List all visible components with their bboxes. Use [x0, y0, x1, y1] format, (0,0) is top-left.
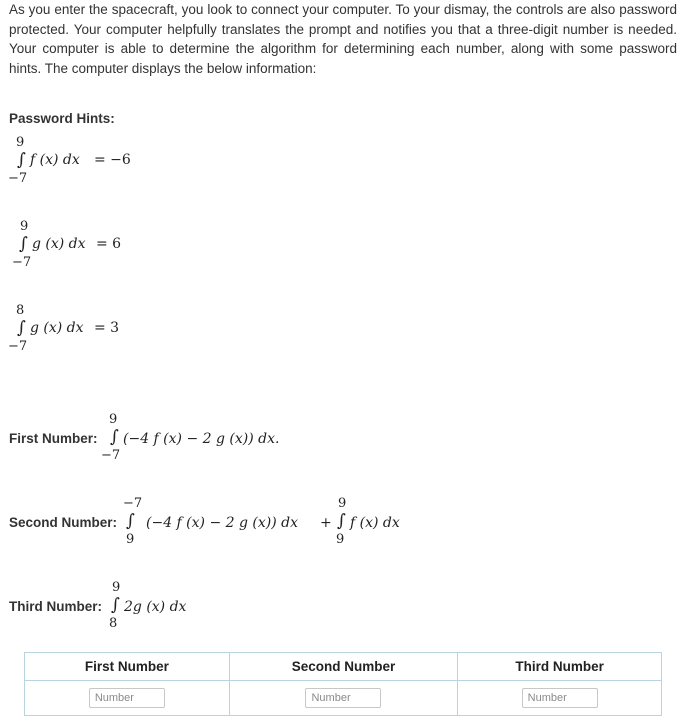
first-number-input[interactable] — [89, 688, 165, 708]
cell-first-number — [25, 681, 230, 716]
second-number-label: Second Number: — [9, 515, 118, 530]
third-number-label: Third Number: — [9, 599, 102, 614]
cell-second-number — [229, 681, 458, 716]
header-second-number: Second Number — [229, 653, 458, 681]
relation: = −6 — [94, 152, 131, 168]
relation: = 6 — [96, 236, 122, 252]
lower-limit: −7 — [12, 255, 32, 270]
integrand: g (x) dx — [30, 320, 84, 336]
integral-sign: ∫ — [19, 234, 28, 254]
upper-limit: 9 — [112, 580, 121, 595]
hint-integral-1 — [8, 134, 208, 190]
upper-limit: 9 — [338, 496, 347, 511]
integral-sign: ∫ — [17, 150, 26, 170]
integrand: f (x) dx — [30, 152, 80, 168]
integral-sign: ∫ — [17, 318, 26, 338]
second-number-input[interactable] — [305, 688, 381, 708]
integral-sign: ∫ — [126, 511, 135, 531]
lower-limit: −7 — [8, 171, 28, 186]
lower-limit: 8 — [109, 616, 118, 631]
integral-sign: ∫ — [110, 427, 119, 447]
cell-third-number — [458, 681, 662, 716]
lower-limit: −7 — [8, 339, 28, 354]
lower-limit: 9 — [336, 532, 345, 547]
integrand: (−4 f (x) − 2 g (x)) dx — [146, 515, 298, 531]
upper-limit: 9 — [20, 219, 29, 234]
second-number-integral-1 — [118, 495, 338, 551]
answer-table — [24, 652, 662, 716]
upper-limit: 9 — [109, 412, 118, 427]
lower-limit: −7 — [101, 448, 121, 463]
first-number-label: First Number: — [9, 431, 98, 446]
answer-table-header-row — [25, 653, 662, 681]
answer-table-input-row — [25, 681, 662, 716]
integrand: (−4 f (x) − 2 g (x)) dx. — [123, 431, 280, 447]
upper-limit: −7 — [123, 496, 143, 511]
integrand: 2g (x) dx — [124, 599, 187, 615]
hints-heading: Password Hints: — [9, 111, 115, 126]
integral-sign: ∫ — [337, 511, 346, 531]
upper-limit: 9 — [16, 135, 25, 150]
third-number-integral — [105, 579, 265, 635]
third-number-input[interactable] — [522, 688, 598, 708]
header-third-number: Third Number — [458, 653, 662, 681]
hint-integral-3 — [8, 302, 208, 358]
first-number-integral — [98, 411, 318, 467]
upper-limit: 8 — [16, 303, 25, 318]
second-number-integral-2 — [330, 495, 450, 551]
header-first-number: First Number — [25, 653, 230, 681]
intro-paragraph: As you enter the spacecraft, you look to connect your computer. To your dismay, the controls are also password protected. Your computer helpfully translates the prompt and notifies you that a three-digit number is needed. Your computer is able to determine the algorithm for determining each number, along with some password hints. The computer displays the below information: — [9, 2, 677, 76]
integrand: f (x) dx — [350, 515, 400, 531]
hint-integral-2 — [12, 218, 212, 274]
lower-limit: 9 — [126, 532, 135, 547]
plus-sign: + — [320, 515, 332, 531]
integral-sign: ∫ — [111, 595, 120, 615]
relation: = 3 — [94, 320, 120, 336]
integrand: g (x) dx — [32, 236, 86, 252]
